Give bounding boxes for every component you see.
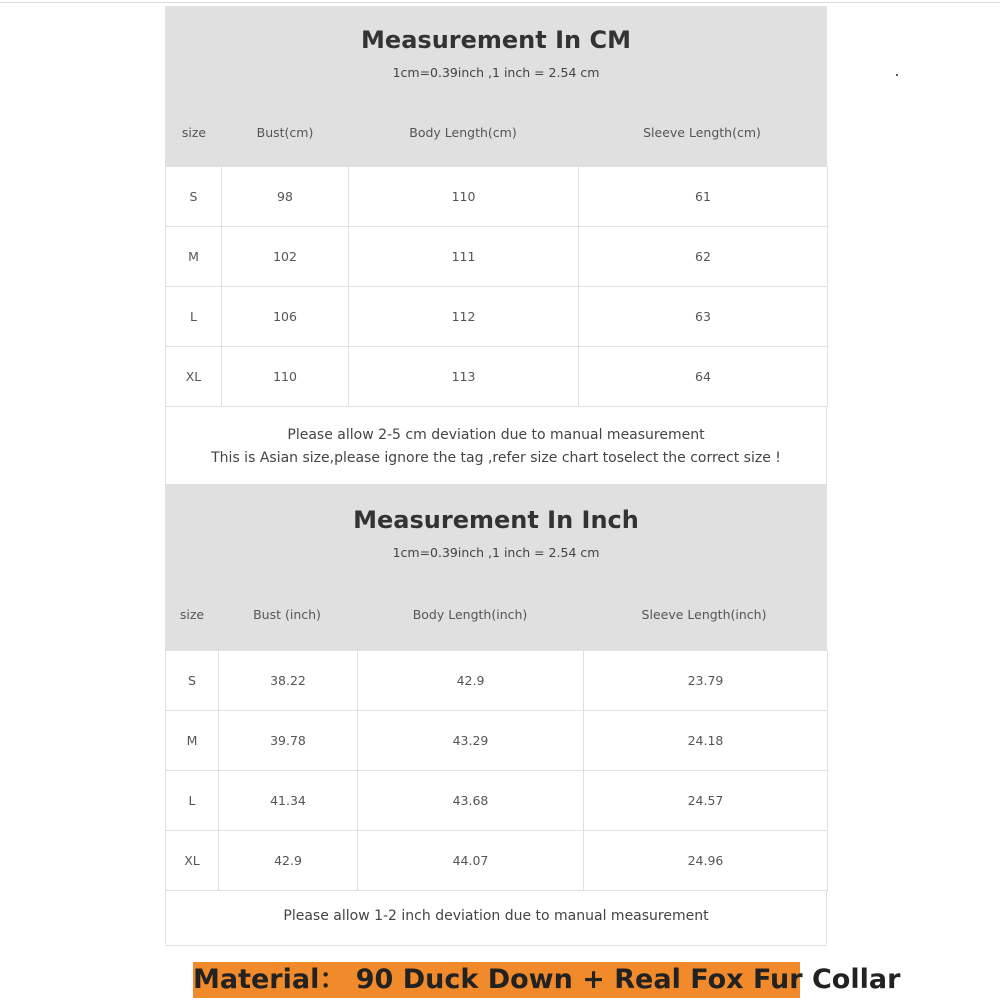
size-cell: S (166, 167, 222, 227)
bust-cell: 42.9 (219, 831, 358, 891)
cm-col-bust: Bust(cm) (256, 125, 314, 140)
body-length-cell: 43.29 (358, 711, 584, 771)
inch-col-size: size (179, 607, 205, 622)
sleeve-length-cell: 61 (579, 167, 828, 227)
table-row (166, 711, 828, 771)
inch-conversion: 1cm=0.39inch ,1 inch = 2.54 cm (392, 545, 600, 560)
table-row (166, 287, 828, 347)
inch-note-deviation: Please allow 1-2 inch deviation due to manual measurement (283, 908, 709, 924)
material-banner: Material： 90 Duck Down + Real Fox Fur Collar (193, 962, 800, 998)
inch-col-bust: Bust (inch) (253, 607, 321, 622)
table-row (166, 227, 828, 287)
size-cell: S (166, 651, 219, 711)
inch-col-sleeve-length: Sleeve Length(inch) (641, 607, 767, 622)
size-cell: XL (166, 831, 219, 891)
sleeve-length-cell: 63 (579, 287, 828, 347)
cm-col-sleeve-length: Sleeve Length(cm) (643, 125, 761, 140)
inch-table (165, 650, 828, 891)
sleeve-length-cell: 62 (579, 227, 828, 287)
bust-cell: 39.78 (219, 711, 358, 771)
table-row (166, 831, 828, 891)
sleeve-length-cell: 24.18 (584, 711, 828, 771)
cm-header (165, 6, 827, 166)
bust-cell: 41.34 (219, 771, 358, 831)
table-row (166, 347, 828, 407)
sleeve-length-cell: 64 (579, 347, 828, 407)
bust-cell: 110 (222, 347, 349, 407)
size-cell: M (166, 227, 222, 287)
sleeve-length-cell: 24.96 (584, 831, 828, 891)
inch-header (165, 484, 827, 650)
size-cell: M (166, 711, 219, 771)
inch-size-chart (165, 484, 827, 946)
cm-note-deviation: Please allow 2-5 cm deviation due to manual measurement (287, 427, 705, 443)
cm-note (165, 407, 827, 483)
bust-cell: 98 (222, 167, 349, 227)
cm-col-size: size (181, 125, 207, 140)
body-length-cell: 113 (349, 347, 579, 407)
inch-title: Measurement In Inch (353, 506, 639, 534)
body-length-cell: 43.68 (358, 771, 584, 831)
bust-cell: 106 (222, 287, 349, 347)
size-cell: L (166, 771, 219, 831)
body-length-cell: 112 (349, 287, 579, 347)
sleeve-length-cell: 24.57 (584, 771, 828, 831)
stray-dot (896, 74, 898, 76)
bust-cell: 38.22 (219, 651, 358, 711)
inch-note (165, 891, 827, 944)
cm-size-chart (165, 6, 827, 484)
sleeve-length-cell: 23.79 (584, 651, 828, 711)
cm-col-body-length: Body Length(cm) (409, 125, 517, 140)
table-row (166, 651, 828, 711)
body-length-cell: 110 (349, 167, 579, 227)
body-length-cell: 44.07 (358, 831, 584, 891)
size-cell: L (166, 287, 222, 347)
size-cell: XL (166, 347, 222, 407)
cm-note-asian-size: This is Asian size,please ignore the tag ,refer size chart toselect the correct size ! (211, 450, 781, 466)
top-divider (0, 2, 1000, 3)
cm-conversion: 1cm=0.39inch ,1 inch = 2.54 cm (392, 65, 600, 80)
body-length-cell: 111 (349, 227, 579, 287)
table-row (166, 167, 828, 227)
cm-title: Measurement In CM (361, 26, 631, 54)
inch-col-body-length: Body Length(inch) (412, 607, 528, 622)
cm-table (165, 166, 828, 407)
bust-cell: 102 (222, 227, 349, 287)
body-length-cell: 42.9 (358, 651, 584, 711)
table-row (166, 771, 828, 831)
